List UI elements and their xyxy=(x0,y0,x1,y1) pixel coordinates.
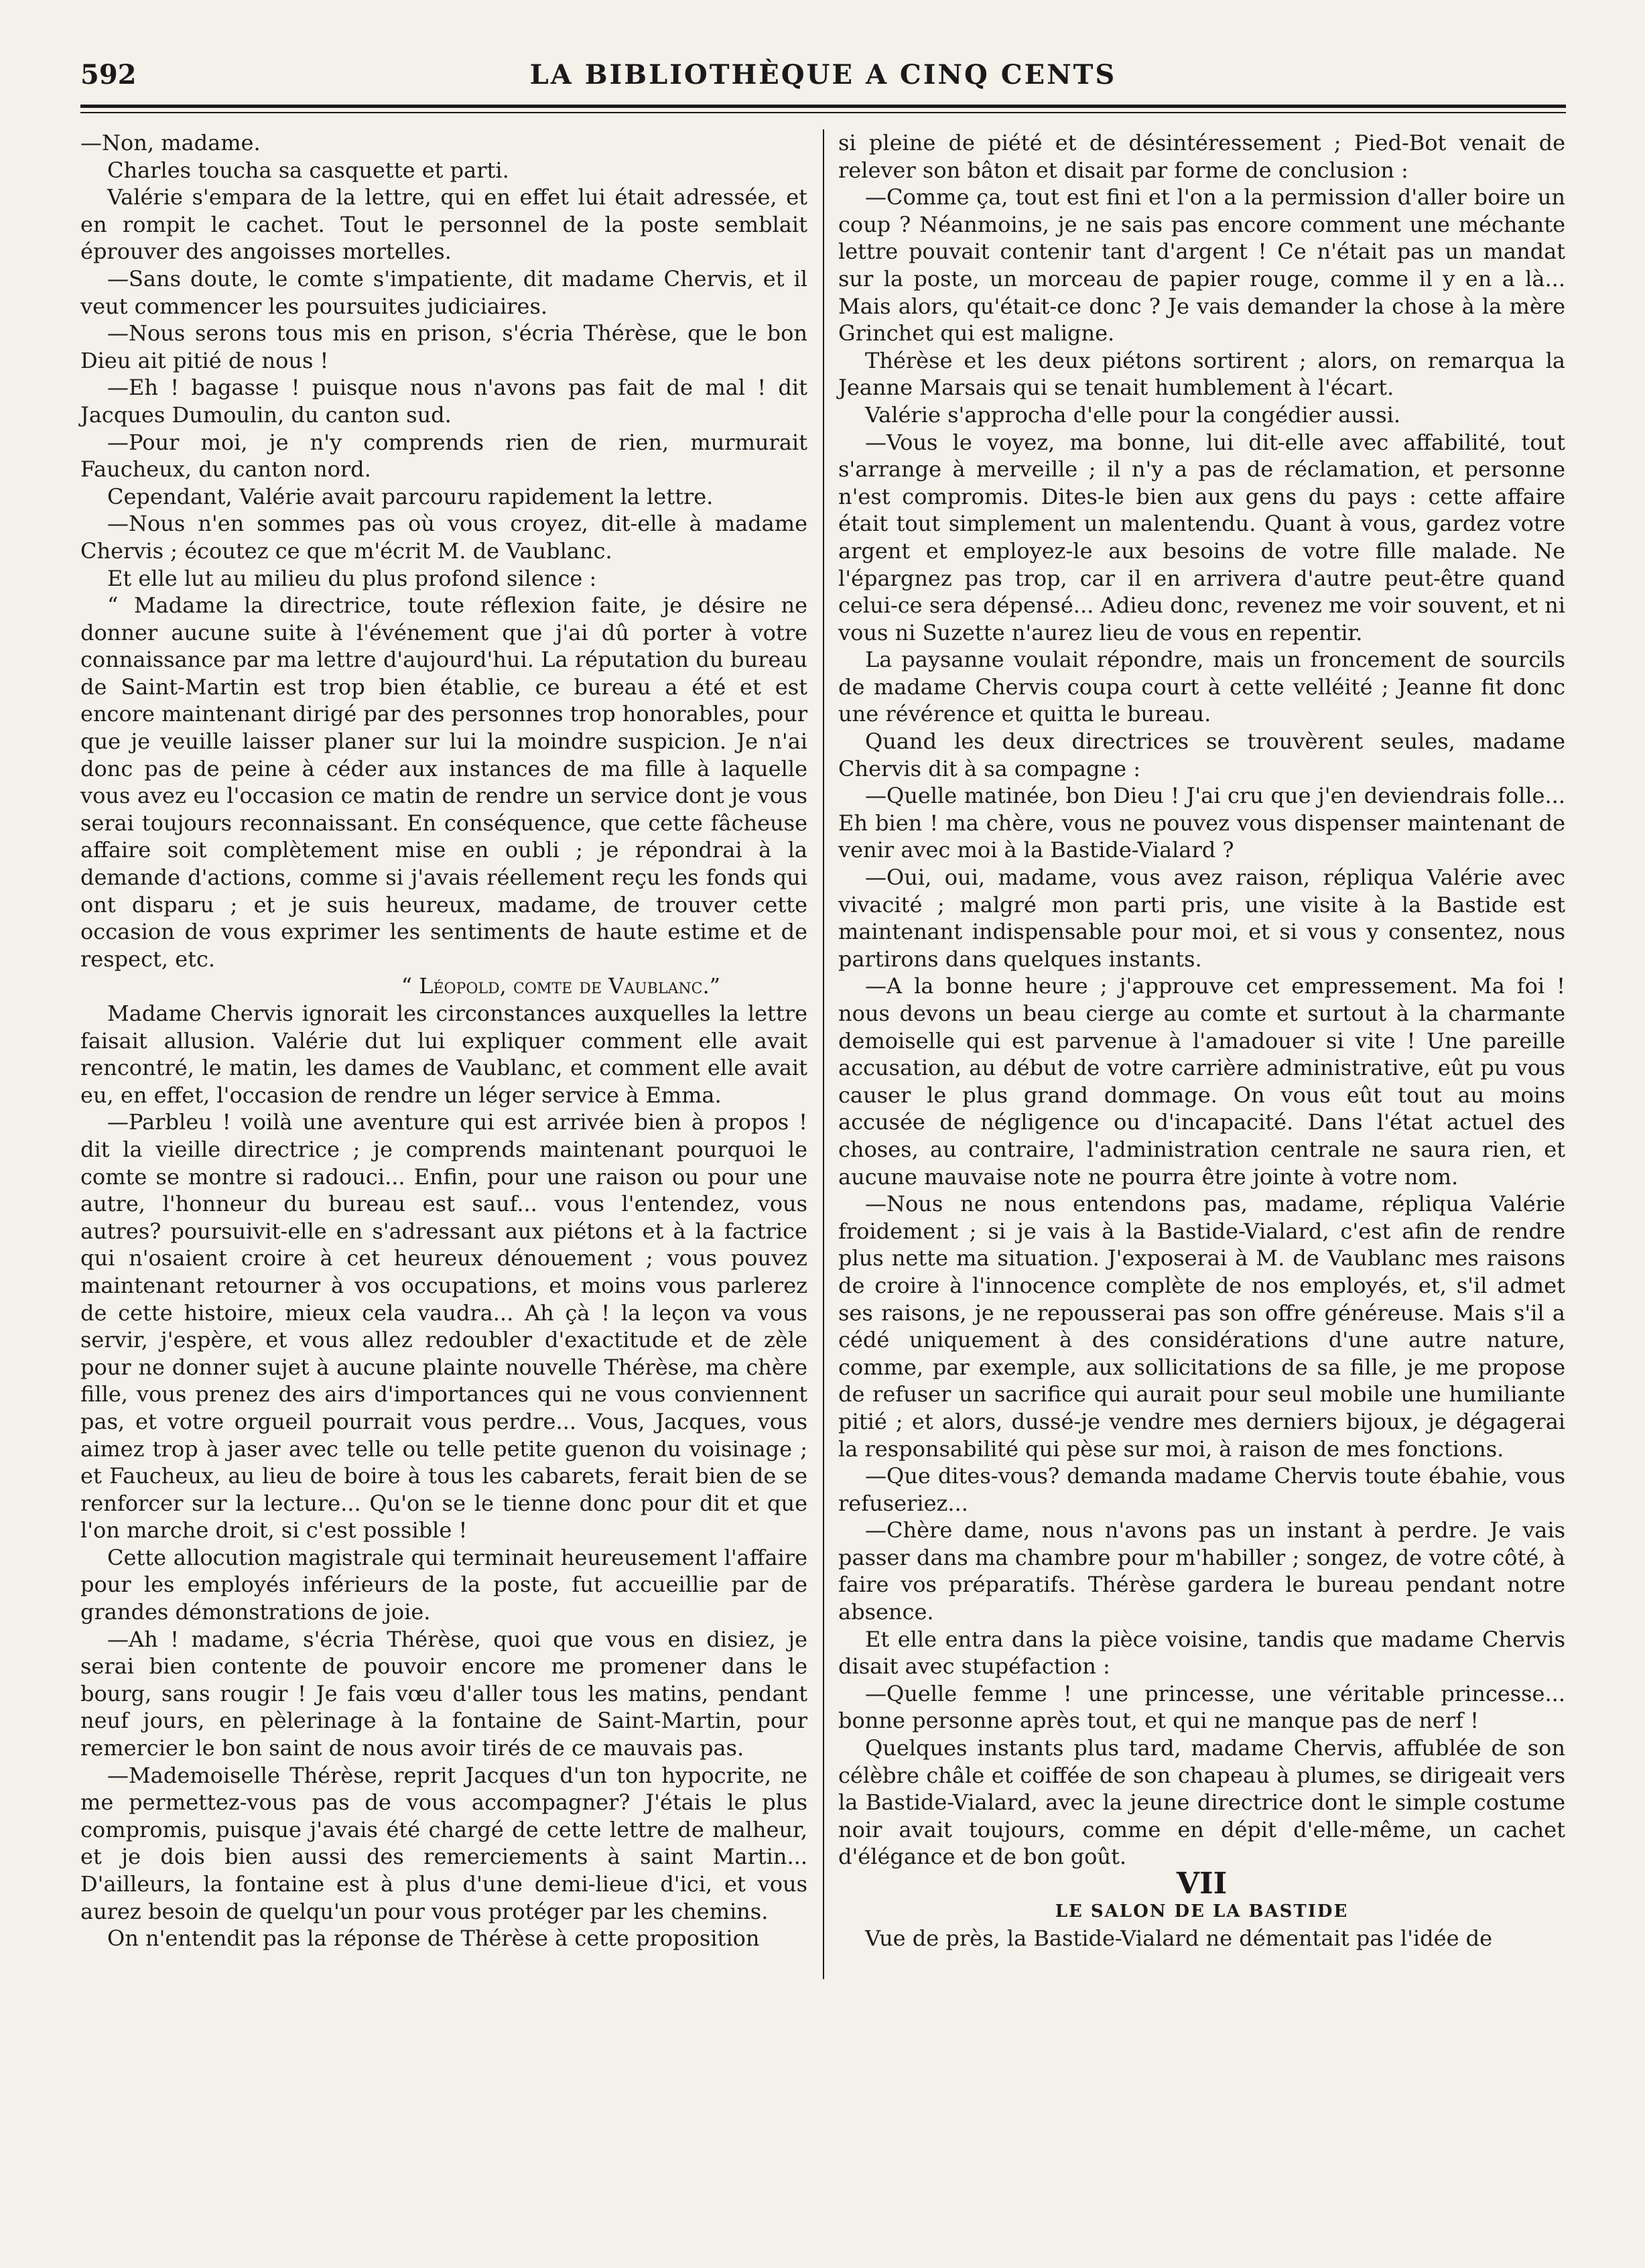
header-rule xyxy=(80,105,1566,108)
paragraph: —Ah ! madame, s'écria Thérèse, quoi que vous en disiez, je serai bien contente de pouvoir encore me promener dans le bourg, sans rougir ! Je fais vœu d'aller tous les matins, pendant neuf jours, en pèlerinage à la fontaine de Saint-Martin, pour remercier le bon saint de nous avoir tirés de ce mauvais pas. xyxy=(80,1626,807,1761)
paragraph: Quand les deux directrices se trouvèrent seules, madame Chervis dit à sa compagne : xyxy=(838,729,1565,781)
paragraph: —Vous le voyez, ma bonne, lui dit-elle avec affabilité, tout s'arrange à merveille ; il n'y a pas de réclamation, et personne n'est compromis. Dites-le bien aux gens du pays : cette affaire était tout simplement un malentendu. Quant à vous, gardez votre argent et employez-le aux besoins de votre fille malade. Ne l'épargnez pas trop, car il en arrivera d'autre peut-être quand celui-ce sera dépensé... Adieu donc, revenez me voir souvent, et ni vous ni Suzette n'aurez lieu de vous en repentir. xyxy=(838,429,1565,645)
paragraph: On n'entendit pas la réponse de Thérèse à cette proposition xyxy=(107,1926,760,1952)
left-column xyxy=(80,129,807,1952)
paragraph: Valérie s'approcha d'elle pour la congédier aussi. xyxy=(865,401,1401,428)
page-header xyxy=(80,59,1566,99)
paragraph: Charles toucha sa casquette et parti. xyxy=(107,157,509,183)
paragraph: Et elle entra dans la pièce voisine, tandis que madame Chervis disait avec stupéfaction : xyxy=(838,1626,1565,1680)
paragraph: —Quelle femme ! une princesse, une véritable princesse... bonne personne après tout, et qui ne manque pas de nerf ! xyxy=(838,1680,1565,1734)
paragraph: —Oui, oui, madame, vous avez raison, répliqua Valérie avec vivacité ; malgré mon parti pris, une visite à la Bastide est maintenant indispensable pour moi, et si vous y consentez, nous partirons dans quelques instants. xyxy=(838,865,1565,972)
paragraph: —Pour moi, je n'y comprends rien de rien, murmurait Faucheux, du canton nord. xyxy=(80,429,807,483)
paragraph: —Parbleu ! voilà une aventure qui est arrivée bien à propos ! dit la vieille directrice ; je comprends maintenant pourquoi le comte se montre si radouci... Enfin, pour une raison ou pour une autre, l'honneur du bureau est sauf... vous l'entendez, vous autres? poursuivit-elle en s'adressant aux piétons et à la factrice qui n'osaient croire à cet heureux dénouement ; vous pouvez maintenant retourner à vos occupations, et moins vous parlerez de cette histoire, mieux cela vaudra... Ah çà ! la leçon va vous servir, j'espère, et vous allez redoubler d'exactitude et de zèle pour ne donner sujet à aucune plainte nouvelle Thérèse, ma chère fille, vous prenez des airs d'importances qui ne vous conviennent pas, et votre orgueil pourrait vous perdre... Vous, Jacques, vous aimez trop à jaser avec telle ou telle petite guenon du voisinage ; et Faucheux, au lieu de boire à tous les cabarets, ferait bien de se renforcer sur la lecture... Qu'on se le tienne donc pour dit et que l'on marche droit, si c'est possible ! xyxy=(80,1109,807,1544)
header-rule-thin xyxy=(80,112,1566,113)
paragraph: Cette allocution magistrale qui terminait heureusement l'affaire pour les employés inférieurs de la poste, fut accueillie par de grandes démonstrations de joie. xyxy=(80,1544,807,1625)
paragraph: —Quelle matinée, bon Dieu ! J'ai cru que j'en deviendrais folle... Eh bien ! ma chère, vous ne pouvez vous dispenser maintenant de venir avec moi à la Bastide-Vialard ? xyxy=(838,783,1565,863)
column-divider xyxy=(823,129,824,1979)
paragraph: —Non, madame. xyxy=(80,130,261,155)
paragraph: La paysanne voulait répondre, mais un froncement de sourcils de madame Chervis coupa court à cette velléité ; Jeanne fit donc une révérence et quitta le bureau. xyxy=(838,647,1565,727)
chapter-number: VII xyxy=(1176,1867,1228,1901)
paragraph: Quelques instants plus tard, madame Chervis, affublée de son célèbre châle et coiffée de son chapeau à plumes, se dirigeait vers la Bastide-Vialard, avec la jeune directrice dont le simple costume noir avait toujours, comme en dépit d'elle-même, un cachet d'élégance et de bon goût. xyxy=(838,1735,1565,1870)
running-title: LA BIBLIOTHÈQUE A CINQ CENTS xyxy=(529,59,1117,90)
paragraph: Et elle lut au milieu du plus profond silence : xyxy=(107,565,597,591)
paragraph: si pleine de piété et de désintéressement ; Pied-Bot venait de relever son bâton et disait par forme de conclusion : xyxy=(838,130,1565,183)
paragraph: Cependant, Valérie avait parcouru rapidement la lettre. xyxy=(107,483,714,509)
chapter-title: LE SALON DE LA BASTIDE xyxy=(1055,1901,1349,1922)
paragraph: —Comme ça, tout est fini et l'on a la permission d'aller boire un coup ? Néanmoins, je ne sais pas encore comment une méchante lettre pouvait contenir tant d'argent ! Ce n'était pas un mandat sur la poste, un morceau de papier rouge, comme il y en a là... Mais alors, qu'était-ce donc ? Je vais demander la chose à la mère Grinchet qui est maligne. xyxy=(838,184,1565,346)
right-column xyxy=(838,129,1565,1952)
letter-signature: “ Léopold, comte de Vaublanc.” xyxy=(401,973,720,999)
letter-paragraph: “ Madame la directrice, toute réflexion faite, je désire ne donner aucune suite à l'événement que j'ai dû porter à votre connaissance par ma lettre d'aujourd'hui. La réputation du bureau de Saint-Martin est trop bien établie, ce bureau a été et est encore maintenant dirigé par des personnes trop honorables, pour que je veuille laisser planer sur lui la moindre suspicion. Je n'ai donc pas de peine à céder aux instances de ma fille à laquelle vous avez eu l'occasion ce matin de rendre un service dont je vous serai toujours reconnaissant. En conséquence, que cette fâcheuse affaire soit complètement mise en oubli ; je répondrai à la demande d'actions, comme si j'avais réellement reçu les fonds qui ont disparu ; et je suis heureux, madame, de trouver cette occasion de vous exprimer les sentiments de haute estime et de respect, etc. xyxy=(80,592,807,972)
paragraph: Valérie s'empara de la lettre, qui en effet lui était adressée, et en rompit le cachet. Tout le personnel de la poste semblait éprouver des angoisses mortelles. xyxy=(80,184,807,265)
paragraph: —Mademoiselle Thérèse, reprit Jacques d'un ton hypocrite, ne me permettez-vous pas de vous accompagner? J'étais le plus compromis, puisque j'avais été chargé de cette lettre de malheur, et je dois bien aussi des remerciements à saint Martin... D'ailleurs, la fontaine est à plus d'une demi-lieue d'ici, et vous aurez besoin de quelqu'un pour vous protéger par les chemins. xyxy=(80,1762,807,1924)
paragraph: —A la bonne heure ; j'approuve cet empressement. Ma foi ! nous devons un beau cierge au comte et surtout à la charmante demoiselle qui est parvenue à l'amadouer si vite ! Une pareille accusation, au début de votre carrière administrative, eût pu vous causer le plus grand dommage. On vous eût tout au moins accusée de négligence ou d'incapacité. Dans l'état actuel des choses, au contraire, l'administration centrale ne saura rien, et aucune mauvaise note ne pourra être jointe à votre nom. xyxy=(838,973,1565,1190)
paragraph: —Chère dame, nous n'avons pas un instant à perdre. Je vais passer dans ma chambre pour m'habiller ; songez, de votre côté, à faire vos préparatifs. Thérèse gardera le bureau pendant notre absence. xyxy=(838,1517,1565,1625)
paragraph: Thérèse et les deux piétons sortirent ; alors, on remarqua la Jeanne Marsais qui se tenait humblement à l'écart. xyxy=(838,347,1565,401)
paragraph: —Que dites-vous? demanda madame Chervis toute ébahie, vous refuseriez... xyxy=(838,1463,1565,1516)
paragraph: —Nous serons tous mis en prison, s'écria Thérèse, que le bon Dieu ait pitié de nous ! xyxy=(80,320,807,373)
paragraph: Vue de près, la Bastide-Vialard ne démentait pas l'idée de xyxy=(865,1926,1493,1952)
paragraph: —Nous n'en sommes pas où vous croyez, dit-elle à madame Chervis ; écoutez ce que m'écrit M. de Vaublanc. xyxy=(80,511,807,564)
text-columns xyxy=(80,129,1566,1952)
page-number: 592 xyxy=(80,59,137,90)
paragraph: —Sans doute, le comte s'impatiente, dit madame Chervis, et il veut commencer les poursuites judiciaires. xyxy=(80,265,807,319)
paragraph: Madame Chervis ignorait les circonstances auxquelles la lettre faisait allusion. Valérie dut lui expliquer comment elle avait rencontré, le matin, les dames de Vaublanc, et comment elle avait eu, en effet, l'occasion de rendre un léger service à Emma. xyxy=(80,1001,807,1108)
paragraph: —Eh ! bagasse ! puisque nous n'avons pas fait de mal ! dit Jacques Dumoulin, du canton sud. xyxy=(80,375,807,428)
paragraph: —Nous ne nous entendons pas, madame, répliqua Valérie froidement ; si je vais à la Bastide-Vialard, c'est afin de rendre plus nette ma situation. J'exposerai à M. de Vaublanc mes raisons de croire à l'innocence complète de nos employés, et, s'il admet ses raisons, je ne repousserai pas son offre généreuse. Mais s'il a cédé uniquement à des considérations d'une autre nature, comme, par exemple, aux sollicitations de sa fille, je me propose de refuser un sacrifice qui aurait pour seul mobile une humiliante pitié ; et alors, dussé-je vendre mes derniers bijoux, je dégagerai la responsabilité qui pèse sur moi, à raison de mes fonctions. xyxy=(838,1191,1565,1462)
